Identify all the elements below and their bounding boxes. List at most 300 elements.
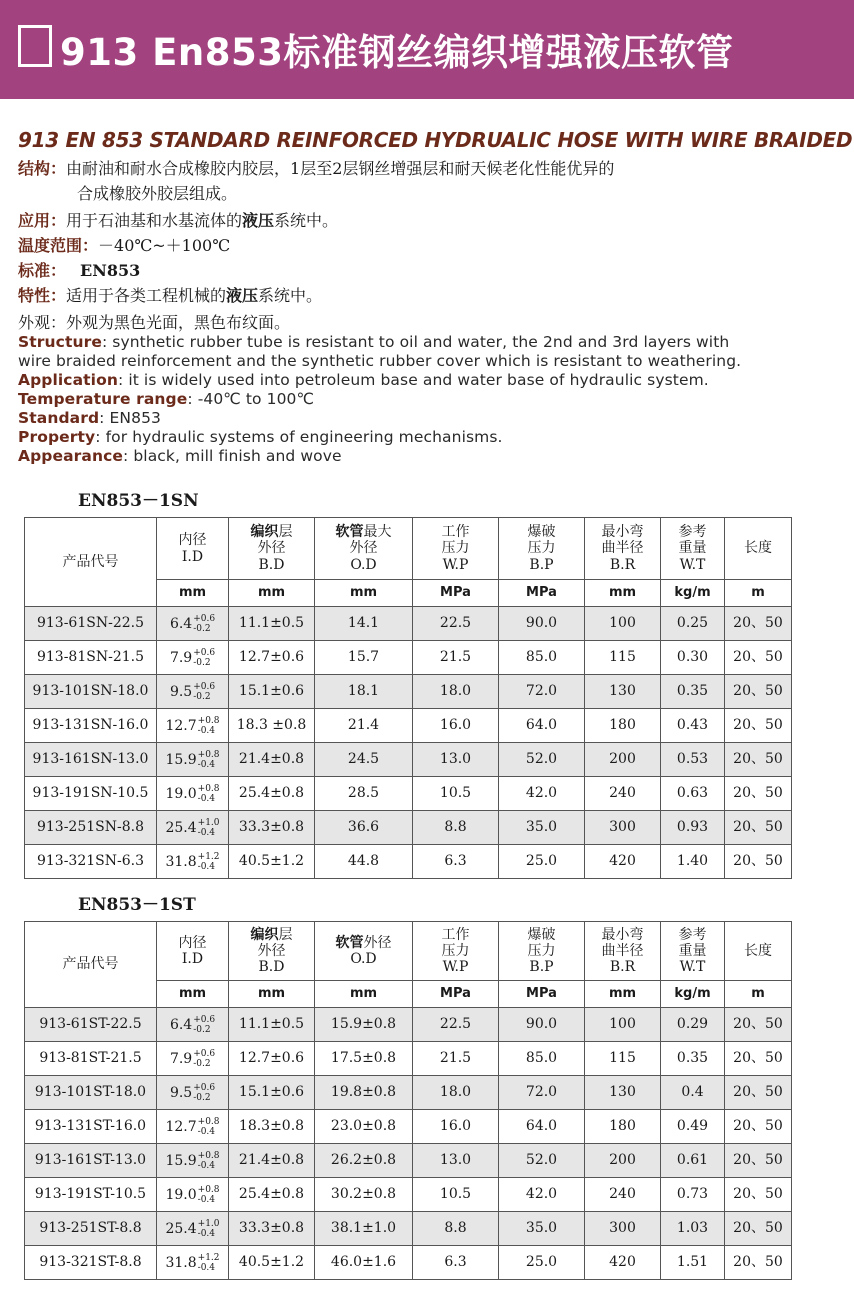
length-cell: 20、50 [725, 607, 792, 641]
cn-structure-text: 由耐油和耐水合成橡胶内胶层，1层至2层钢丝增强层和耐天候老化性能优异的 [66, 159, 615, 178]
burst-pressure-cell: 72.0 [499, 675, 585, 709]
inner-diameter-cell [157, 709, 229, 743]
tolerance [198, 1151, 220, 1171]
unit-cell: mm [315, 580, 413, 607]
inner-diameter-cell [157, 1178, 229, 1212]
spec-table-1st [24, 921, 792, 1280]
outer-diameter-cell: 15.7 [315, 641, 413, 675]
bend-radius-cell: 300 [585, 811, 661, 845]
tolerance [193, 614, 215, 634]
table-row [25, 845, 792, 879]
en-structure-line-1 [18, 333, 729, 351]
tolerance-plus: +0.6 [193, 1014, 216, 1025]
inner-diameter-value: 15.9 [165, 751, 197, 768]
table-row [25, 1110, 792, 1144]
unit-cell: m [725, 580, 792, 607]
tolerance-minus: -0.4 [197, 1194, 216, 1205]
tolerance-minus: -0.4 [197, 827, 216, 838]
bend-radius-cell: 240 [585, 1178, 661, 1212]
tolerance-plus: +1.0 [197, 1218, 220, 1229]
en-standard-line [18, 409, 161, 427]
tolerance [198, 750, 220, 770]
product-code-cell: 913-61SN-22.5 [25, 607, 157, 641]
outer-diameter-cell: 46.0±1.6 [315, 1246, 413, 1280]
col-header-br: 最小弯 曲半径 B.R [585, 518, 661, 580]
braid-diameter-cell: 15.1±0.6 [229, 1076, 315, 1110]
en-property-label: Property [18, 428, 96, 446]
tolerance-plus: +0.8 [197, 1150, 220, 1161]
tolerance [198, 716, 220, 736]
outer-diameter-cell: 14.1 [315, 607, 413, 641]
cn-property-text-post: 系统中。 [258, 286, 323, 305]
table-sn-title: EN853－1SN [78, 491, 199, 511]
table-row [25, 811, 792, 845]
tolerance-plus: +0.8 [197, 783, 220, 794]
cn-temperature-line [18, 233, 230, 256]
bend-radius-cell: 180 [585, 709, 661, 743]
braid-diameter-cell: 21.4±0.8 [229, 743, 315, 777]
weight-cell: 0.53 [661, 743, 725, 777]
col-header-bp: 爆破 压力 B.P [499, 518, 585, 580]
header-banner [0, 0, 854, 99]
weight-cell: 0.35 [661, 1042, 725, 1076]
unit-cell: kg/m [661, 981, 725, 1008]
en-appearance-line [18, 447, 342, 465]
inner-diameter-cell [157, 1246, 229, 1280]
inner-diameter-cell [157, 743, 229, 777]
tolerance [193, 1049, 215, 1069]
cn-application-label: 应用： [18, 211, 67, 230]
table-st-title: EN853－1ST [78, 895, 196, 915]
tolerance-minus: -0.2 [193, 657, 211, 668]
working-pressure-cell: 6.3 [413, 1246, 499, 1280]
spec-table-1sn [24, 517, 792, 879]
cn-appearance-value: 外观为黑色光面，黑色布纹面。 [66, 313, 291, 332]
burst-pressure-cell: 90.0 [499, 1008, 585, 1042]
cn-property-line [18, 283, 322, 306]
product-code-cell: 913-161SN-13.0 [25, 743, 157, 777]
tolerance-minus: -0.4 [197, 861, 216, 872]
weight-cell: 0.49 [661, 1110, 725, 1144]
length-cell: 20、50 [725, 1076, 792, 1110]
weight-cell: 0.25 [661, 607, 725, 641]
cn-property-text-bold: 液压 [226, 286, 259, 305]
col-header-od: 软管外径 O.D [315, 922, 413, 981]
unit-cell: mm [229, 981, 315, 1008]
en-structure-text: : synthetic rubber tube is resistant to oil and water, the 2nd and 3rd layers with [101, 333, 730, 351]
tolerance-minus: -0.4 [197, 1160, 216, 1171]
weight-cell: 0.30 [661, 641, 725, 675]
inner-diameter-value: 15.9 [165, 1152, 197, 1169]
product-code-cell: 913-251SN-8.8 [25, 811, 157, 845]
en-temperature-value: : -40℃ to 100℃ [187, 390, 315, 408]
en-temperature-label: Temperature range [18, 390, 188, 408]
cn-structure-line-2: 合成橡胶外胶层组成。 [77, 184, 238, 203]
product-code-cell: 913-191SN-10.5 [25, 777, 157, 811]
product-code-cell: 913-131ST-16.0 [25, 1110, 157, 1144]
weight-cell: 0.43 [661, 709, 725, 743]
outer-diameter-cell: 24.5 [315, 743, 413, 777]
col-header-wt: 参考 重量 W.T [661, 922, 725, 981]
cn-application-text-post: 系统中。 [274, 211, 339, 230]
unit-cell: mm [229, 580, 315, 607]
inner-diameter-value: 31.8 [165, 1254, 197, 1271]
en-standard-value: : EN853 [99, 409, 161, 427]
cn-property-label: 特性： [18, 286, 67, 305]
weight-cell: 0.93 [661, 811, 725, 845]
inner-diameter-cell [157, 675, 229, 709]
outer-diameter-cell: 23.0±0.8 [315, 1110, 413, 1144]
burst-pressure-cell: 85.0 [499, 1042, 585, 1076]
bend-radius-cell: 240 [585, 777, 661, 811]
burst-pressure-cell: 42.0 [499, 777, 585, 811]
product-code-cell: 913-321SN-6.3 [25, 845, 157, 879]
product-code-cell: 913-321ST-8.8 [25, 1246, 157, 1280]
product-code-cell: 913-101SN-18.0 [25, 675, 157, 709]
working-pressure-cell: 16.0 [413, 1110, 499, 1144]
col-header-bp: 爆破 压力 B.P [499, 922, 585, 981]
braid-diameter-cell: 25.4±0.8 [229, 777, 315, 811]
tolerance-minus: -0.2 [193, 1058, 211, 1069]
burst-pressure-cell: 25.0 [499, 1246, 585, 1280]
unit-cell: MPa [499, 580, 585, 607]
inner-diameter-value: 6.4 [169, 615, 193, 632]
inner-diameter-cell [157, 1212, 229, 1246]
working-pressure-cell: 13.0 [413, 743, 499, 777]
inner-diameter-cell [157, 777, 229, 811]
product-code-cell: 913-161ST-13.0 [25, 1144, 157, 1178]
working-pressure-cell: 13.0 [413, 1144, 499, 1178]
en-application-label: Application [18, 371, 118, 389]
product-code-cell: 913-191ST-10.5 [25, 1178, 157, 1212]
unit-cell: MPa [413, 580, 499, 607]
unit-cell: kg/m [661, 580, 725, 607]
tolerance-plus: +1.2 [197, 1252, 220, 1263]
tolerance-minus: -0.2 [193, 623, 211, 634]
product-code-cell: 913-101ST-18.0 [25, 1076, 157, 1110]
working-pressure-cell: 16.0 [413, 709, 499, 743]
tolerance-plus: +0.8 [197, 715, 220, 726]
working-pressure-cell: 18.0 [413, 1076, 499, 1110]
weight-cell: 0.29 [661, 1008, 725, 1042]
tolerance-plus: +0.6 [193, 1082, 216, 1093]
tolerance [193, 682, 215, 702]
braid-diameter-cell: 12.7±0.6 [229, 641, 315, 675]
col-header-wp: 工作 压力 W.P [413, 518, 499, 580]
col-header-wp: 工作 压力 W.P [413, 922, 499, 981]
unit-cell: mm [585, 580, 661, 607]
burst-pressure-cell: 52.0 [499, 1144, 585, 1178]
unit-cell: MPa [413, 981, 499, 1008]
tolerance [198, 1219, 220, 1239]
table-row [25, 709, 792, 743]
bend-radius-cell: 100 [585, 1008, 661, 1042]
bend-radius-cell: 130 [585, 675, 661, 709]
en-property-value: : for hydraulic systems of engineering mechanisms. [95, 428, 503, 446]
col-header-length: 长度 [725, 518, 792, 580]
col-header-code: 产品代号 [25, 518, 157, 607]
inner-diameter-value: 19.0 [165, 785, 197, 802]
tolerance [193, 1083, 215, 1103]
cn-structure-label: 结构： [18, 159, 67, 178]
burst-pressure-cell: 90.0 [499, 607, 585, 641]
table-row [25, 1144, 792, 1178]
col-header-od: 软管最大 外径 O.D [315, 518, 413, 580]
working-pressure-cell: 10.5 [413, 777, 499, 811]
cn-standard-value: EN853 [80, 261, 141, 280]
tolerance-plus: +0.6 [193, 613, 216, 624]
table-row [25, 1246, 792, 1280]
en-temperature-line [18, 390, 314, 408]
length-cell: 20、50 [725, 1110, 792, 1144]
table-row [25, 641, 792, 675]
tolerance [193, 1015, 215, 1035]
inner-diameter-value: 31.8 [165, 853, 197, 870]
table-row [25, 1076, 792, 1110]
tolerance-plus: +1.2 [197, 851, 220, 862]
inner-diameter-value: 6.4 [169, 1016, 193, 1033]
tolerance-minus: -0.4 [197, 725, 216, 736]
table-header-row [25, 518, 792, 580]
unit-cell: mm [157, 580, 229, 607]
cn-appearance-line [18, 310, 290, 333]
weight-cell: 1.40 [661, 845, 725, 879]
braid-diameter-cell: 15.1±0.6 [229, 675, 315, 709]
inner-diameter-cell [157, 1008, 229, 1042]
cn-application-text-pre: 用于石油基和水基流体的 [66, 211, 243, 230]
braid-diameter-cell: 40.5±1.2 [229, 1246, 315, 1280]
burst-pressure-cell: 85.0 [499, 641, 585, 675]
length-cell: 20、50 [725, 1008, 792, 1042]
weight-cell: 0.73 [661, 1178, 725, 1212]
unit-cell: mm [315, 981, 413, 1008]
weight-cell: 0.63 [661, 777, 725, 811]
en-structure-line-2: wire braided reinforcement and the synthetic rubber cover which is resistant to weathering. [18, 352, 742, 370]
outer-diameter-cell: 30.2±0.8 [315, 1178, 413, 1212]
bend-radius-cell: 115 [585, 641, 661, 675]
bend-radius-cell: 420 [585, 1246, 661, 1280]
product-code-cell: 913-81SN-21.5 [25, 641, 157, 675]
tolerance-minus: -0.2 [193, 1024, 211, 1035]
inner-diameter-value: 7.9 [169, 649, 193, 666]
cn-application-text-bold: 液压 [242, 211, 275, 230]
tolerance-plus: +0.6 [193, 681, 216, 692]
tolerance [198, 852, 220, 872]
outer-diameter-cell: 15.9±0.8 [315, 1008, 413, 1042]
product-code-cell: 913-61ST-22.5 [25, 1008, 157, 1042]
tolerance [198, 818, 220, 838]
bend-radius-cell: 115 [585, 1042, 661, 1076]
burst-pressure-cell: 52.0 [499, 743, 585, 777]
length-cell: 20、50 [725, 1212, 792, 1246]
tolerance-minus: -0.2 [193, 1092, 211, 1103]
burst-pressure-cell: 72.0 [499, 1076, 585, 1110]
tolerance [198, 1117, 220, 1137]
en-structure-label: Structure [18, 333, 102, 351]
braid-diameter-cell: 11.1±0.5 [229, 607, 315, 641]
working-pressure-cell: 8.8 [413, 811, 499, 845]
braid-diameter-cell: 11.1±0.5 [229, 1008, 315, 1042]
burst-pressure-cell: 25.0 [499, 845, 585, 879]
page-title: 913 En853标准钢丝编织增强液压软管 [60, 31, 734, 74]
tolerance-minus: -0.4 [197, 1126, 216, 1137]
cn-temperature-label: 温度范围： [18, 236, 99, 255]
english-subtitle: 913 EN 853 STANDARD REINFORCED HYDRUALIC HOSE WITH WIRE BRAIDED [18, 128, 853, 152]
inner-diameter-cell [157, 845, 229, 879]
en-application-line [18, 371, 709, 389]
bend-radius-cell: 130 [585, 1076, 661, 1110]
working-pressure-cell: 22.5 [413, 1008, 499, 1042]
braid-diameter-cell: 33.3±0.8 [229, 811, 315, 845]
inner-diameter-cell [157, 1144, 229, 1178]
braid-diameter-cell: 25.4±0.8 [229, 1178, 315, 1212]
col-header-bd: 编织层 外径 B.D [229, 922, 315, 981]
working-pressure-cell: 8.8 [413, 1212, 499, 1246]
length-cell: 20、50 [725, 743, 792, 777]
en-standard-label: Standard [18, 409, 100, 427]
cn-property-text-pre: 适用于各类工程机械的 [66, 286, 227, 305]
col-header-length: 长度 [725, 922, 792, 981]
burst-pressure-cell: 35.0 [499, 1212, 585, 1246]
product-code-cell: 913-131SN-16.0 [25, 709, 157, 743]
inner-diameter-value: 9.5 [169, 683, 193, 700]
col-header-bd: 编织层 外径 B.D [229, 518, 315, 580]
tolerance-plus: +0.6 [193, 1048, 216, 1059]
unit-cell: mm [585, 981, 661, 1008]
col-header-id: 内径 I.D [157, 922, 229, 981]
outer-diameter-cell: 26.2±0.8 [315, 1144, 413, 1178]
tolerance-plus: +0.8 [197, 749, 220, 760]
inner-diameter-value: 12.7 [165, 1118, 197, 1135]
unit-cell: m [725, 981, 792, 1008]
outer-diameter-cell: 28.5 [315, 777, 413, 811]
table-row [25, 1042, 792, 1076]
unit-cell: mm [157, 981, 229, 1008]
inner-diameter-value: 25.4 [165, 1220, 197, 1237]
inner-diameter-cell [157, 1042, 229, 1076]
tolerance-plus: +0.8 [197, 1116, 220, 1127]
bend-radius-cell: 300 [585, 1212, 661, 1246]
cn-temperature-value: －40℃~＋100℃ [98, 236, 231, 255]
tolerance-minus: -0.4 [197, 1262, 216, 1273]
table-row [25, 1178, 792, 1212]
length-cell: 20、50 [725, 1042, 792, 1076]
inner-diameter-value: 7.9 [169, 1050, 193, 1067]
table-row [25, 607, 792, 641]
inner-diameter-cell [157, 811, 229, 845]
inner-diameter-cell [157, 1076, 229, 1110]
col-header-id: 内径 I.D [157, 518, 229, 580]
length-cell: 20、50 [725, 777, 792, 811]
product-code-cell: 913-251ST-8.8 [25, 1212, 157, 1246]
bend-radius-cell: 420 [585, 845, 661, 879]
bend-radius-cell: 200 [585, 743, 661, 777]
braid-diameter-cell: 33.3±0.8 [229, 1212, 315, 1246]
length-cell: 20、50 [725, 1178, 792, 1212]
braid-diameter-cell: 18.3 ±0.8 [229, 709, 315, 743]
en-property-line [18, 428, 503, 446]
tolerance-plus: +0.6 [193, 647, 216, 658]
table-row [25, 1212, 792, 1246]
braid-diameter-cell: 18.3±0.8 [229, 1110, 315, 1144]
tolerance-plus: +1.0 [197, 817, 220, 828]
outer-diameter-cell: 21.4 [315, 709, 413, 743]
bend-radius-cell: 180 [585, 1110, 661, 1144]
outer-diameter-cell: 44.8 [315, 845, 413, 879]
tolerance-plus: +0.8 [197, 1184, 220, 1195]
outer-diameter-cell: 17.5±0.8 [315, 1042, 413, 1076]
weight-cell: 0.61 [661, 1144, 725, 1178]
outer-diameter-cell: 18.1 [315, 675, 413, 709]
length-cell: 20、50 [725, 1246, 792, 1280]
braid-diameter-cell: 12.7±0.6 [229, 1042, 315, 1076]
cn-application-line [18, 208, 338, 231]
braid-diameter-cell: 40.5±1.2 [229, 845, 315, 879]
working-pressure-cell: 22.5 [413, 607, 499, 641]
burst-pressure-cell: 35.0 [499, 811, 585, 845]
working-pressure-cell: 10.5 [413, 1178, 499, 1212]
inner-diameter-cell [157, 607, 229, 641]
cn-standard-line [18, 258, 140, 281]
unit-cell: MPa [499, 981, 585, 1008]
inner-diameter-cell [157, 1110, 229, 1144]
bend-radius-cell: 200 [585, 1144, 661, 1178]
checkbox-square-icon [18, 25, 52, 67]
tolerance [198, 1185, 220, 1205]
burst-pressure-cell: 42.0 [499, 1178, 585, 1212]
col-header-wt: 参考 重量 W.T [661, 518, 725, 580]
tolerance-minus: -0.2 [193, 691, 211, 702]
working-pressure-cell: 18.0 [413, 675, 499, 709]
working-pressure-cell: 21.5 [413, 641, 499, 675]
inner-diameter-value: 25.4 [165, 819, 197, 836]
inner-diameter-value: 19.0 [165, 1186, 197, 1203]
length-cell: 20、50 [725, 709, 792, 743]
weight-cell: 1.03 [661, 1212, 725, 1246]
tolerance [198, 784, 220, 804]
tolerance [198, 1253, 220, 1273]
braid-diameter-cell: 21.4±0.8 [229, 1144, 315, 1178]
bend-radius-cell: 100 [585, 607, 661, 641]
cn-standard-label: 标准： [18, 261, 67, 280]
length-cell: 20、50 [725, 811, 792, 845]
weight-cell: 0.4 [661, 1076, 725, 1110]
inner-diameter-cell [157, 641, 229, 675]
burst-pressure-cell: 64.0 [499, 709, 585, 743]
burst-pressure-cell: 64.0 [499, 1110, 585, 1144]
working-pressure-cell: 21.5 [413, 1042, 499, 1076]
cn-appearance-label: 外观： [18, 313, 67, 332]
en-application-value: : it is widely used into petroleum base and water base of hydraulic system. [117, 371, 709, 389]
table-row [25, 743, 792, 777]
table-row [25, 675, 792, 709]
working-pressure-cell: 6.3 [413, 845, 499, 879]
table-row [25, 1008, 792, 1042]
length-cell: 20、50 [725, 1144, 792, 1178]
length-cell: 20、50 [725, 845, 792, 879]
weight-cell: 1.51 [661, 1246, 725, 1280]
outer-diameter-cell: 38.1±1.0 [315, 1212, 413, 1246]
outer-diameter-cell: 19.8±0.8 [315, 1076, 413, 1110]
table-row [25, 777, 792, 811]
table-header-row [25, 922, 792, 981]
tolerance-minus: -0.4 [197, 759, 216, 770]
col-header-br: 最小弯 曲半径 B.R [585, 922, 661, 981]
tolerance-minus: -0.4 [197, 1228, 216, 1239]
cn-structure-line-1 [18, 156, 614, 179]
tolerance [193, 648, 215, 668]
length-cell: 20、50 [725, 641, 792, 675]
